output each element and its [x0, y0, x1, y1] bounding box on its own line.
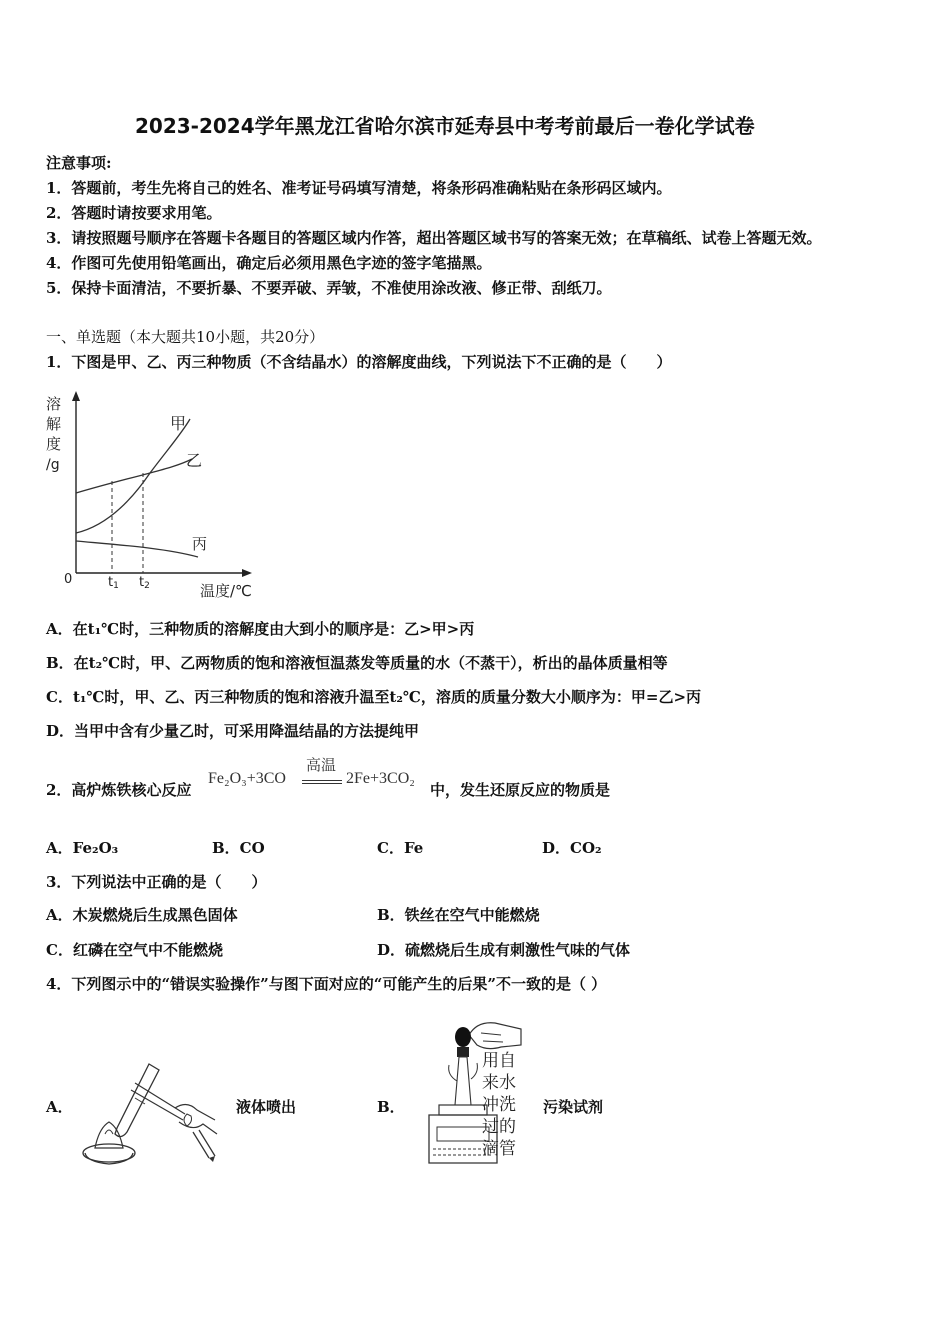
curve-jia-label: 甲	[170, 414, 187, 433]
question-4-option-b-label: B．	[377, 1098, 405, 1116]
curve-bing	[76, 541, 198, 557]
notice-item: 3．请按照题号顺序在答题卡各题目的答题区域内作答，超出答题区域书写的答案无效；在草稿纸、试卷上答题无效。	[46, 229, 822, 247]
notice-item: 1．答题前，考生先将自己的姓名、准考证号码填写清楚，将条形码准确粘贴在条形码区域内。	[46, 179, 672, 197]
question-4-stem: 4．下列图示中的“错误实验操作”与图下面对应的“可能产生的后果”不一致的是（ ）	[46, 975, 607, 993]
annotation-line: 过的	[482, 1117, 516, 1137]
question-2-stem-post: 中，发生还原反应的物质是	[430, 781, 611, 799]
question-2-stem-pre: 2．高炉炼铁核心反应	[46, 781, 192, 799]
question-1-option-b: B．在t₂℃时，甲、乙两物质的饱和溶液恒温蒸发等质量的水（不蒸干），析出的晶体质量相等	[46, 654, 668, 672]
question-4-option-a-result: 液体喷出	[236, 1098, 297, 1116]
formula-equal-sign	[302, 780, 342, 784]
lab-illustration-heating-test-tube	[75, 1050, 225, 1170]
formula-products: 2Fe+3CO₂	[346, 770, 415, 787]
notice-item: 2．答题时请按要求用笔。	[46, 204, 222, 222]
question-2-option-c: C．Fe	[377, 839, 424, 857]
notice-item: 5．保持卡面清洁，不要折暴、不要弄破、弄皱，不准使用涂改液、修正带、刮纸刀。	[46, 279, 612, 297]
question-3-option-b: B．铁丝在空气中能燃烧	[377, 906, 540, 924]
y-label-2: 解	[46, 415, 62, 433]
question-2-option-b: B．CO	[212, 839, 265, 857]
y-axis-arrow-icon	[72, 391, 80, 401]
question-3-option-d: D．硫燃烧后生成有刺激性气味的气体	[377, 941, 631, 959]
curve-yi	[76, 459, 192, 493]
solubility-chart	[40, 385, 260, 605]
question-3-option-a: A．木炭燃烧后生成黑色固体	[46, 906, 238, 924]
question-4-option-b-result: 污染试剂	[543, 1098, 604, 1116]
t2-label: t2	[139, 575, 150, 591]
origin-label: 0	[64, 572, 73, 587]
question-1-stem: 1．下图是甲、乙、丙三种物质（不含结晶水）的溶解度曲线，下列说法下不正确的是（ ）	[46, 353, 672, 371]
curve-yi-label: 乙	[186, 451, 203, 470]
question-2-option-d: D．CO₂	[542, 839, 602, 857]
curve-jia	[76, 419, 190, 533]
dropper-annotation	[482, 1050, 516, 1160]
formula-condition: 高温	[306, 756, 337, 774]
question-3-option-c: C．红磷在空气中不能燃烧	[46, 941, 223, 959]
page-title: 2023-2024学年黑龙江省哈尔滨市延寿县中考考前最后一卷化学试卷	[135, 114, 755, 138]
notice-heading: 注意事项:	[46, 154, 112, 172]
formula-reactants: Fe₂O₃+3CO	[208, 770, 286, 787]
t1-label: t1	[108, 575, 119, 591]
curve-bing-label: 丙	[192, 535, 208, 553]
annotation-line: 冲洗	[482, 1095, 516, 1115]
annotation-line: 来水	[482, 1073, 516, 1093]
annotation-line: 滴管	[482, 1139, 516, 1159]
question-1-option-a: A．在t₁℃时，三种物质的溶解度由大到小的顺序是：乙>甲>丙	[46, 620, 475, 638]
y-label-3: 度	[46, 435, 62, 453]
notice-item: 4．作图可先使用铅笔画出，确定后必须用黑色字迹的签字笔描黑。	[46, 254, 492, 272]
x-axis-arrow-icon	[242, 569, 252, 577]
x-label: 温度/℃	[200, 582, 252, 600]
y-label-4: /g	[46, 457, 60, 473]
question-2-option-a: A．Fe₂O₃	[46, 839, 119, 857]
annotation-line: 用自	[482, 1051, 516, 1071]
question-4-option-a-label: A．	[46, 1098, 73, 1116]
question-1-option-d: D．当甲中含有少量乙时，可采用降温结晶的方法提纯甲	[46, 722, 420, 740]
section-heading: 一、单选题（本大题共10小题，共20分）	[46, 328, 325, 346]
y-label-1: 溶	[46, 395, 62, 413]
question-1-option-c: C．t₁℃时，甲、乙、丙三种物质的饱和溶液升温至t₂℃，溶质的质量分数大小顺序为：甲=乙>丙	[46, 688, 702, 706]
reaction-formula	[208, 756, 433, 796]
question-3-stem: 3．下列说法中正确的是（ ）	[46, 873, 267, 891]
